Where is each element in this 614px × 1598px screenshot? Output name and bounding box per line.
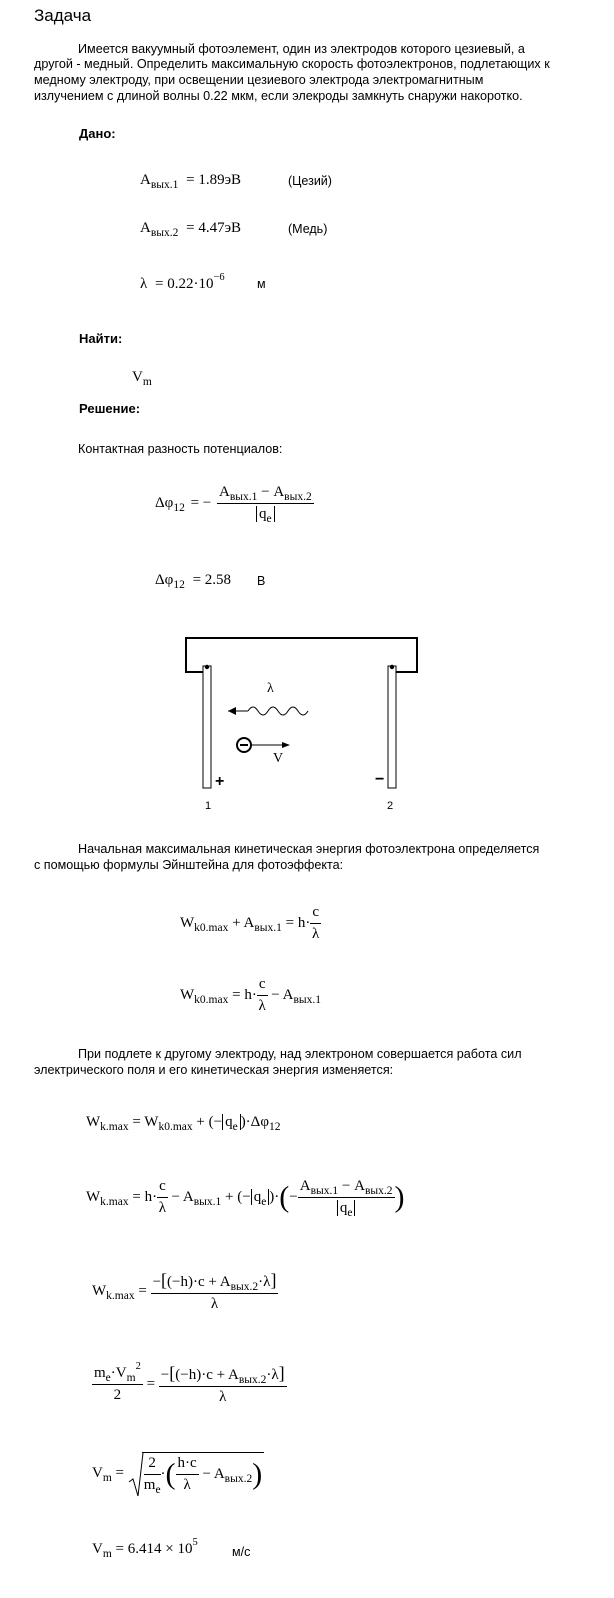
formula-wk-1: $W_{k.max} = W_{k0.max}$ + (− $q_e$ )$\cdot\Delta\varphi_{12}$ [86, 1114, 281, 1133]
diagram-plus: + [215, 773, 225, 790]
solution-heading: Решение: [79, 401, 141, 416]
electrode-left [203, 666, 211, 788]
problem-line-1: Имеется вакуумный фотоэлемент, один из электродов которого цезиевый, а [78, 42, 525, 56]
einstein-line-2: с помощью формулы Эйнштейна для фотоэффекта: [34, 858, 344, 872]
page-title: Задача [34, 6, 92, 25]
given-lambda: $\lambda = 0.22\cdot 10^{-6}$ [140, 272, 225, 292]
junction-dot-left [205, 665, 209, 669]
dphi-unit: В [257, 574, 266, 588]
formula-einstein: $W_{k0.max} + A_{вых.1} = h\cdot$ $\frac{c}{\lambda}$ [180, 904, 320, 942]
find-vm: $V_m$ [132, 369, 152, 388]
einstein-line-1: Начальная максимальная кинетическая энергия фотоэлектрона определяется [78, 842, 540, 856]
photon-arrow-head [228, 707, 236, 715]
formula-dphi: $\Delta\varphi_{12}$ = − $\frac{A_{вых.1} - A_{вых.2}}{q_e}$ [155, 484, 312, 525]
formula-wk-2: $W_{k.max} = h\cdot$ $\frac{c}{\lambda}$ − $A_{вых.1}$ + (− $q_e$ )·(− $\frac{A_{вых.1} - A_{вых.2}}{q_e}$ ) [86, 1178, 405, 1219]
formula-dphi-value: $\Delta\varphi_{12} = 2.58$ [155, 572, 232, 591]
given-heading: Дано: [79, 126, 116, 141]
formula-wk0: $W_{k0.max} = h\cdot$ $\frac{c}{\lambda}$ − $A_{вых.1}$ [180, 976, 322, 1014]
given-a2: $A_{вых.2} = 4.47эВ$ [140, 220, 242, 239]
problem-line-3: медному электроду, при освещении цезиевого электрода электромагнитным [34, 73, 484, 87]
given-a2-note: (Медь) [288, 222, 328, 236]
field-line-1: При подлете к другому электроду, над электроном совершается работа сил [78, 1047, 522, 1061]
sqrt-sign [128, 1452, 144, 1498]
photon-wave [248, 707, 308, 715]
diagram-v-label: V [273, 751, 284, 766]
connecting-wire [186, 638, 417, 672]
vm-unit: м/с [232, 1545, 251, 1559]
diagram-electrode-1: 1 [205, 800, 212, 812]
given-lambda-unit: м [257, 277, 266, 291]
diagram-electrode-2: 2 [387, 800, 394, 812]
given-a1: $A_{вых.1} = 1.89эВ$ [140, 172, 242, 191]
given-a1-note: (Цезий) [288, 174, 332, 188]
problem-line-4: излучением с длиной волны 0.22 мкм, если элекроды замкнуть снаружи накоротко. [34, 89, 523, 103]
formula-vm-value: $V_m = 6.414 \times 10^5$ [92, 1537, 198, 1560]
find-heading: Найти: [79, 331, 123, 346]
formula-wk-3: $W_{k.max}$ = $\frac{-[(-h)\cdot c + A_{вых.2}\cdot\lambda]}{\lambda}$ [92, 1270, 277, 1312]
electrode-right [388, 666, 396, 788]
problem-line-2: другой - медный. Определить максимальную скорость фотоэлектронов, подлетающих к [34, 57, 550, 71]
formula-vm: $V_m$ = $\frac{2}{m_e}$ ·( $\frac{h\cdot c}{\lambda}$ − $A_{вых.2}$) [92, 1452, 264, 1494]
junction-dot-right [390, 665, 394, 669]
diagram-lambda-label: λ [267, 681, 274, 696]
contact-text: Контактная разность потенциалов: [78, 442, 283, 456]
field-line-2: электрического поля и его кинетическая энергия изменяется: [34, 1063, 394, 1077]
diagram-minus: − [375, 771, 385, 788]
formula-kinetic: $\frac{m_e\cdot V_m^2}{2}$ = $\frac{-[(-h)\cdot c + A_{вых.2}\cdot\lambda]}{\lambda}$ [94, 1361, 285, 1405]
